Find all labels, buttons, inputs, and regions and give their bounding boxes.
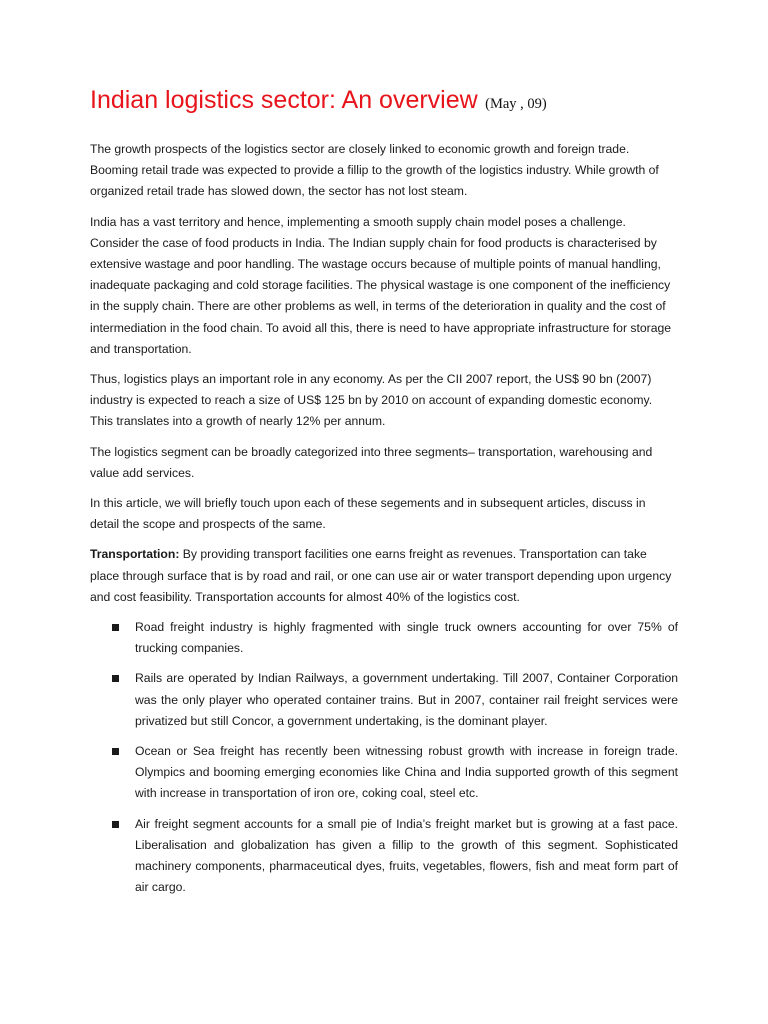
bullet-text-ocean: Ocean or Sea freight has recently been witnessing robust growth with increase in foreign trade. Olympics and booming emerging economies like China and India supported growth of this segment with increase in transportation of iron ore, coking coal, steel etc. — [135, 744, 678, 801]
title-date: (May , 09) — [485, 96, 547, 112]
document-page — [90, 86, 678, 908]
list-item — [90, 617, 678, 659]
list-item — [90, 814, 678, 899]
transportation-heading: Transportation: — [90, 547, 180, 562]
list-item — [90, 668, 678, 732]
page-title: Indian logistics sector: An overview — [90, 86, 478, 114]
square-bullet-icon — [112, 821, 119, 828]
square-bullet-icon — [112, 675, 119, 682]
transportation-text: By providing transport facilities one earns freight as revenues. Transportation can take place through surface that is by road and rail, or one can use air or water transport depending upon urgency and cost feasibility. Transportation accounts for almost 40% of the logistics cost. — [90, 547, 672, 604]
bullet-text-road: Road freight industry is highly fragmented with single truck owners accounting for over 75% of trucking companies. — [135, 620, 678, 656]
square-bullet-icon — [112, 624, 119, 631]
paragraph-market-size: Thus, logistics plays an important role in any economy. As per the CII 2007 report, the US$ 90 bn (2007) industry is expected to reach a size of US$ 125 bn by 2010 on account of expanding domestic economy. This translates into a growth of nearly 12% per annum. — [90, 372, 653, 429]
list-item — [90, 741, 678, 805]
paragraph-segments: The logistics segment can be broadly categorized into three segments– transportation, warehousing and value add services. — [90, 444, 653, 480]
bullet-text-air: Air freight segment accounts for a small pie of India’s freight market but is growing at a fast pace. Liberalisation and globalization has given a fillip to the growth of this segment. Sophisticated machinery components, pharmaceutical dyes, fruits, vegetables, flowers, fish and meat form part of air cargo. — [135, 816, 678, 895]
paragraph-intro: The growth prospects of the logistics sector are closely linked to economic growth and foreign trade. Booming retail trade was expected to provide a fillip to the growth of the logistics industry. While growth of organized retail trade has slowed down, the sector has not lost steam. — [90, 142, 659, 199]
paragraph-article-scope: In this article, we will briefly touch upon each of these segements and in subsequent articles, discuss in detail the scope and prospects of the same. — [90, 496, 646, 532]
paragraph-supply-chain: India has a vast territory and hence, implementing a smooth supply chain model poses a challenge. Consider the case of food products in India. The Indian supply chain for food products is characterised by extensive wastage and poor handling. The wastage occurs because of multiple points of manual handling, inadequate packaging and cold storage facilities. The physical wastage is one component of the inefficiency in the supply chain. There are other problems as well, in terms of the deterioration in quality and the cost of intermediation in the food chain. To avoid all this, there is need to have appropriate infrastructure for storage and transportation. — [90, 214, 672, 356]
paragraph-transportation — [90, 544, 678, 608]
bullet-text-rail: Rails are operated by Indian Railways, a government undertaking. Till 2007, Container Corporation was the only player who operated container trains. But in 2007, container rail freight services were privatized but still Concor, a government undertaking, is the dominant player. — [135, 671, 678, 728]
title-line — [90, 86, 678, 115]
square-bullet-icon — [112, 748, 119, 755]
transport-bullet-list — [90, 617, 678, 898]
